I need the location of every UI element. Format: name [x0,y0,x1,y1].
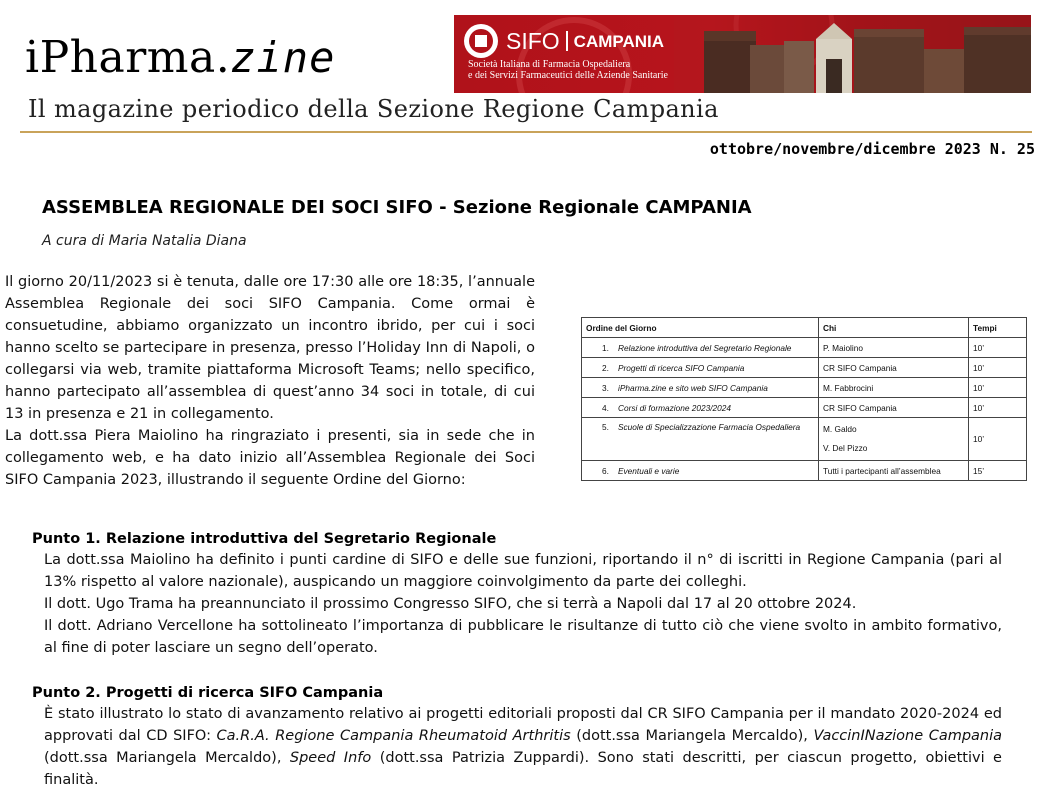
ipharmazine-logo [25,28,335,88]
agenda-time: 10’ [969,338,1027,358]
intro-paragraph: Il giorno 20/11/2023 si è tenuta, dalle ore 17:30 alle ore 18:35, l’annuale Assemblea Regionale dei soci SIFO Campania. Come ormai è consuetudine, abbiamo organizzato un incontro ibrido, per cui i soci hanno scelto se partecipare in presenza, presso l’Holiday Inn di Napoli, o collegarsi via web, tramite piattaforma Microsoft Teams; nello specifico, hanno partecipato all’assemblea di quest’anno 34 soci in totale, di cui 13 in presenza e 21 in collegamento. [5,274,535,422]
agenda-item [582,378,819,398]
section-body [44,703,1002,791]
agenda-item-label: Eventuali e varie [618,465,680,476]
issue-date: ottobre/novembre/dicembre 2023 N. 25 [709,140,1035,158]
agenda-time: 15’ [969,461,1027,481]
agenda-time: 10’ [969,358,1027,378]
section-punto-2 [32,683,1002,791]
agenda-who-line: M. Galdo [823,424,857,434]
agenda-item-label: iPharma.zine e sito web SIFO Campania [618,382,768,393]
agenda-item [582,398,819,418]
agenda-time: 10’ [969,418,1027,461]
project-name: Speed Info [289,750,372,766]
agenda-who: P. Maiolino [819,338,969,358]
section-paragraph [44,703,1002,791]
logo-text-ipharma: iPharma. [25,32,231,83]
agenda-item-label: Relazione introduttiva del Segretario Regionale [618,342,792,353]
intro-paragraph: La dott.ssa Piera Maiolino ha ringraziato i presenti, sia in sede che in collegamento web, e ha dato inizio all’Assemblea Regionale dei Soci SIFO Campania 2023, illustrando il seguente Ordine del Giorno: [5,428,535,488]
table-row [582,338,1027,358]
article-title: ASSEMBLEA REGIONALE DEI SOCI SIFO - Sezione Regionale CAMPANIA [42,197,752,218]
agenda-who: Tutti i partecipanti all’assemblea [819,461,969,481]
agenda-item-number: 5. [602,422,609,432]
table-row [582,398,1027,418]
article-author: A cura di Maria Natalia Diana [42,233,247,249]
agenda-item [582,461,819,481]
agenda-item [582,338,819,358]
sifo-subtitle-line1: Società Italiana di Farmacia Ospedaliera [468,59,631,70]
project-name: VaccinINazione Campania [813,728,1003,744]
sifo-subtitle [468,59,668,81]
table-row [582,358,1027,378]
agenda-item-label: Scuole di Specializzazione Farmacia Ospedaliera [618,422,801,432]
agenda-time: 10’ [969,378,1027,398]
agenda-who: M. Fabbrocini [819,378,969,398]
agenda-item-number: 2. [602,362,609,373]
sifo-subtitle-line2: e dei Servizi Farmaceutici delle Aziende Sanitarie [468,70,668,81]
agenda-time: 10’ [969,398,1027,418]
sifo-title [506,28,664,55]
sifo-campania-banner [454,15,1031,93]
project-name: Ca.R.A. Regione Campania Rheumatoid Arthritis [216,728,571,744]
section-heading: Punto 2. Progetti di ricerca SIFO Campania [32,685,384,701]
text-run: (dott.ssa Mariangela Mercaldo), [44,750,290,766]
section-paragraph: Il dott. Adriano Vercellone ha sottolineato l’importanza di pubblicare le risultanze di tutto ciò che viene svolto in ambito formativo, al fine di poter lasciare un segno dell’operato. [44,618,1002,656]
section-punto-1 [32,529,1002,659]
agenda-item-label: Corsi di formazione 2023/2024 [618,402,731,413]
agenda-item-number: 1. [602,342,609,353]
section-heading: Punto 1. Relazione introduttiva del Segretario Regionale [32,531,497,547]
agenda-who-line: V. Del Pizzo [823,443,868,453]
section-paragraph: La dott.ssa Maiolino ha definito i punti cardine di SIFO e delle sue funzioni, riportando il n° di iscritti in Regione Campania (pari al 13% rispetto al valore nazionale), auspicando un maggiore coinvolgimento da parte dei colleghi. [44,552,1002,590]
agenda-header-time: Tempi [969,318,1027,338]
agenda-item-number: 6. [602,465,609,476]
title-separator [566,31,568,51]
agenda-header-row [582,318,1027,338]
agenda-table [581,317,1027,481]
table-row [582,418,1027,461]
agenda-item [582,358,819,378]
sifo-text: SIFO [506,28,560,54]
agenda-header-who: Chi [819,318,969,338]
table-row [582,378,1027,398]
intro-text [5,271,535,491]
logo-text-zine: zine [230,33,336,82]
table-row [582,461,1027,481]
section-body [44,549,1002,659]
agenda-header-order: Ordine del Giorno [582,318,819,338]
text-run: (dott.ssa Patrizia Zuppardi). Sono stati descritti, per ciascun progetto, obiettivi e finalità. [44,750,1002,788]
campania-text: CAMPANIA [573,32,665,51]
agenda-item-label: Progetti di ricerca SIFO Campania [618,362,745,373]
agenda-item [582,418,819,461]
header-divider [20,131,1032,133]
text-run: È stato illustrato lo stato di avanzamento relativo ai progetti editoriali proposti dal CR SIFO Campania per il mandato 2020-2024 ed approvati dal CD SIFO: [44,706,1002,744]
magazine-subtitle: Il magazine periodico della Sezione Regione Campania [28,95,719,123]
agenda-who: CR SIFO Campania [819,358,969,378]
agenda-who: CR SIFO Campania [819,398,969,418]
section-paragraph: Il dott. Ugo Trama ha preannunciato il prossimo Congresso SIFO, che si terrà a Napoli dal 17 al 20 ottobre 2024. [44,596,857,612]
agenda-item-number: 3. [602,382,609,393]
agenda-item-number: 4. [602,402,609,413]
text-run: (dott.ssa Mariangela Mercaldo), [570,728,814,744]
agenda-who [819,418,969,461]
